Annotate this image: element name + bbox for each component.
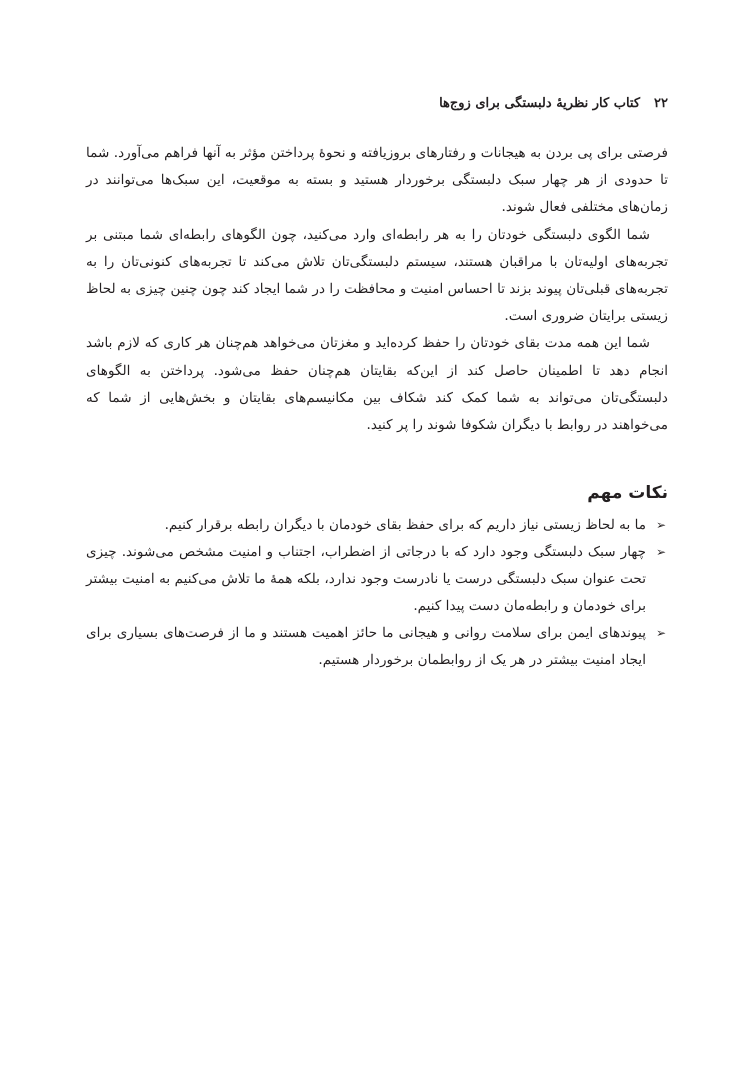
paragraph: شما الگوی دلبستگی خودتان را به هر رابطه‌ای وارد می‌کنید، چون الگوهای رابطه‌ای شما مبتنی بر تجربه‌های اولیه‌تان با مراقبان هستند، سیستم دلبستگی‌تان تلاش می‌کند تا تجربه‌های کنونی‌تان را به تجربه‌های قبلی‌تان پیوند بزند تا احساس امنیت و محافظت را در شما ایجاد کند چون چنین چیزی به لحاظ زیستی برایتان ضروری است. <box>86 226 668 325</box>
arrowhead-bullet-icon: ➢ <box>655 518 666 532</box>
arrowhead-bullet-icon: ➢ <box>655 545 666 559</box>
list-item-text: چهار سبک دلبستگی وجود دارد که با درجاتی از اضطراب، اجتناب و امنیت مشخص می‌شوند. چیزی تحت عنوان سبک دلبستگی درست یا نادرست وجود ندارد، بلکه همهٔ ما تلاش می‌کنیم به امنیت بیشتر برای خودمان و رابطه‌مان دست پیدا کنیم. <box>86 544 646 614</box>
key-points-heading: نکات مهم <box>587 483 668 503</box>
list-item <box>86 620 668 674</box>
paragraph: شما این همه مدت بقای خودتان را حفظ کرده‌اید و مغزتان می‌خواهد هم‌چنان هر کاری که لازم باشد انجام دهد تا اطمینان حاصل کند از این‌که بقایتان هم‌چنان حفظ می‌شود. پرداختن به الگوهای دلبستگی‌تان می‌تواند به شما کمک کند شکاف بین مکانیسم‌های بقایتان و بخش‌هایی از شما که می‌خواهند در روابط با دیگران شکوفا شوند را پر کنید. <box>86 335 668 434</box>
list-item <box>86 539 668 620</box>
body-text <box>86 140 668 439</box>
page-number: ۲۲ <box>654 96 668 111</box>
arrowhead-bullet-icon: ➢ <box>655 626 666 640</box>
key-points-list <box>86 512 668 674</box>
list-item <box>86 512 668 539</box>
book-title: کتاب کار نظریهٔ دلبستگی برای زوج‌ها <box>439 96 641 111</box>
list-item-text: پیوندهای ایمن برای سلامت روانی و هیجانی ما حائز اهمیت هستند و ما از فرصت‌های بسیاری برای ایجاد امنیت بیشتر در هر یک از روابطمان برخوردار هستیم. <box>86 625 646 668</box>
paragraph-continuation: فرصتی برای پی بردن به هیجانات و رفتارهای بروزیافته و نحوهٔ پرداختن مؤثر به آنها فراهم می‌آورد. شما تا حدودی از هر چهار سبک دلبستگی برخوردار هستید و بسته به موقعیت، این سبک‌ها می‌توانند در زمان‌های مختلفی فعال شوند. <box>86 145 668 216</box>
list-item-text: ما به لحاظ زیستی نیاز داریم که برای حفظ بقای خودمان با دیگران رابطه برقرار کنیم. <box>164 517 646 533</box>
running-header <box>88 96 668 120</box>
